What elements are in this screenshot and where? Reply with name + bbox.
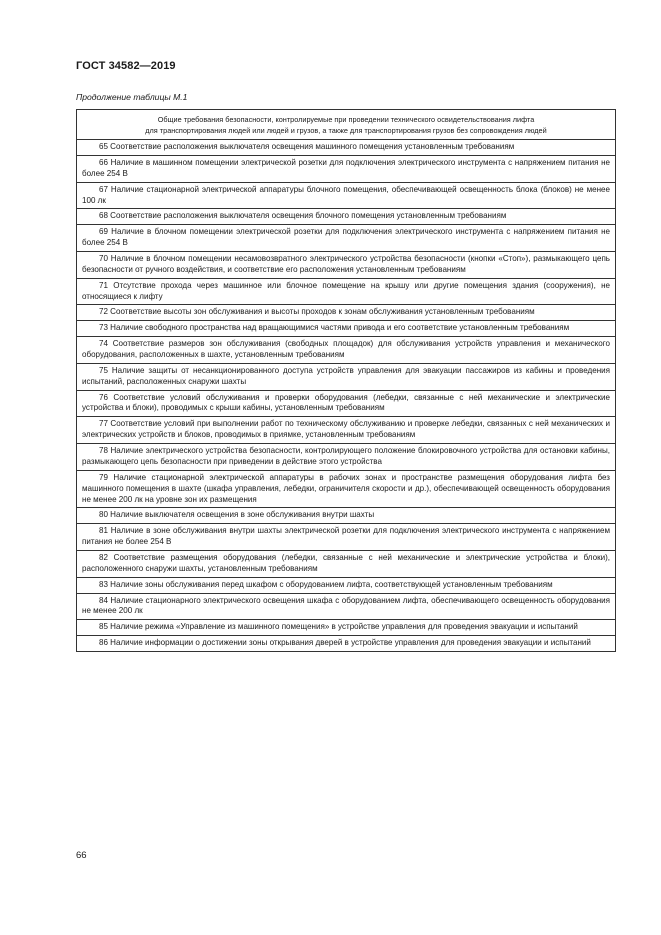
table-row bbox=[77, 278, 616, 305]
table-row bbox=[77, 337, 616, 364]
requirement-cell: 83 Наличие зоны обслуживания перед шкафом с оборудованием лифта, соответствующей установленным требованиям bbox=[77, 577, 616, 593]
table-row bbox=[77, 390, 616, 417]
table-row bbox=[77, 444, 616, 471]
table-row bbox=[77, 524, 616, 551]
table-row bbox=[77, 470, 616, 508]
requirement-cell: 79 Наличие стационарной электрической аппаратуры в рабочих зонах и пространстве размещения оборудования лифта без машинного помещения в шахте (шкафа управления, лебедки, ограничителя скорости и др.), обеспечивающей освещенность оборудования не менее 200 лк на уровне зон их размещения bbox=[77, 470, 616, 508]
table-row bbox=[77, 508, 616, 524]
requirement-cell: 73 Наличие свободного пространства над вращающимися частями привода и его соответствие установленным требованиям bbox=[77, 321, 616, 337]
table-row bbox=[77, 417, 616, 444]
table-row bbox=[77, 363, 616, 390]
requirement-cell: 66 Наличие в машинном помещении электрической розетки для подключения электрического инструмента с напряжением питания не более 254 В bbox=[77, 156, 616, 183]
requirements-table bbox=[76, 109, 616, 652]
table-row bbox=[77, 577, 616, 593]
requirement-cell: 65 Соответствие расположения выключателя освещения машинного помещения установленным требованиям bbox=[77, 140, 616, 156]
document-header: ГОСТ 34582—2019 bbox=[76, 60, 176, 72]
page-number: 66 bbox=[76, 850, 87, 861]
table-row bbox=[77, 550, 616, 577]
requirement-cell: 81 Наличие в зоне обслуживания внутри шахты электрической розетки для подключения электрического инструмента с напряжением питания не более 254 В bbox=[77, 524, 616, 551]
table-heading-line: Общие требования безопасности, контролируемые при проведении технического освидетельствования лифта bbox=[157, 115, 535, 124]
table-heading-row bbox=[77, 110, 616, 140]
table-heading-cell bbox=[77, 110, 616, 140]
table-row bbox=[77, 620, 616, 636]
requirement-cell: 67 Наличие стационарной электрической аппаратуры блочного помещения, обеспечивающей освещенность блока (блоков) не менее 100 лк bbox=[77, 182, 616, 209]
table-row bbox=[77, 156, 616, 183]
requirement-cell: 74 Соответствие размеров зон обслуживания (свободных площадок) для обслуживания устройств управления и механического оборудования, расположенных в шахте, установленным требованиям bbox=[77, 337, 616, 364]
requirement-cell: 85 Наличие режима «Управление из машинного помещения» в устройстве управления для проведения эвакуации и испытаний bbox=[77, 620, 616, 636]
table-row bbox=[77, 305, 616, 321]
table-row bbox=[77, 209, 616, 225]
requirement-cell: 72 Соответствие высоты зон обслуживания и высоты проходов к зонам обслуживания установленным требованиям bbox=[77, 305, 616, 321]
requirement-cell: 75 Наличие защиты от несанкционированного доступа устройств управления для эвакуации пассажиров из кабины и проведения испытаний, расположенных снаружи шахты bbox=[77, 363, 616, 390]
requirement-cell: 76 Соответствие условий обслуживания и проверки оборудования (лебедки, связанные с ней механические и электрические устройства и блоки), проводимых с крыши кабины, установленным требованиям bbox=[77, 390, 616, 417]
requirement-cell: 70 Наличие в блочном помещении несамовозвратного электрического устройства безопасности (кнопки «Стоп»), размыкающего цепь безопасности от ручного воздействия, и соответствие его расположения установленным требованиям bbox=[77, 252, 616, 279]
table-row bbox=[77, 182, 616, 209]
table-row bbox=[77, 252, 616, 279]
table-body bbox=[77, 110, 616, 652]
requirement-cell: 84 Наличие стационарного электрического освещения шкафа с оборудованием лифта, обеспечивающего освещенность оборудования не менее 200 лк bbox=[77, 593, 616, 620]
table-heading-line: для транспортирования людей или людей и грузов, а также для транспортирования грузов без сопровождения людей bbox=[145, 125, 547, 135]
table-row bbox=[77, 593, 616, 620]
table-row bbox=[77, 321, 616, 337]
requirement-cell: 80 Наличие выключателя освещения в зоне обслуживания внутри шахты bbox=[77, 508, 616, 524]
table-row bbox=[77, 225, 616, 252]
requirement-cell: 86 Наличие информации о достижении зоны открывания дверей в устройстве управления для проведения эвакуации и испытаний bbox=[77, 636, 616, 652]
requirement-cell: 78 Наличие электрического устройства безопасности, контролирующего положение блокировочного устройства для остановки кабины, размыкающего цепь безопасности при приведении в действие этого устройства bbox=[77, 444, 616, 471]
table-row bbox=[77, 636, 616, 652]
requirement-cell: 71 Отсутствие прохода через машинное или блочное помещение на крышу или другие помещения здания (сооружения), не относящиеся к лифту bbox=[77, 278, 616, 305]
table-row bbox=[77, 140, 616, 156]
requirement-cell: 69 Наличие в блочном помещении электрической розетки для подключения электрического инструмента с напряжением питания не более 254 В bbox=[77, 225, 616, 252]
table-caption: Продолжение таблицы М.1 bbox=[76, 92, 188, 102]
requirement-cell: 68 Соответствие расположения выключателя освещения блочного помещения установленным требованиям bbox=[77, 209, 616, 225]
requirement-cell: 82 Соответствие размещения оборудования (лебедки, связанные с ней механические и электрические устройства и блоки), расположенного снаружи шахты, установленным требованиям bbox=[77, 550, 616, 577]
requirement-cell: 77 Соответствие условий при выполнении работ по техническому обслуживанию и проверке лебедки, связанных с ней механических и электрических устройств и блоков, проводимых в приямке, установленным требованиям bbox=[77, 417, 616, 444]
